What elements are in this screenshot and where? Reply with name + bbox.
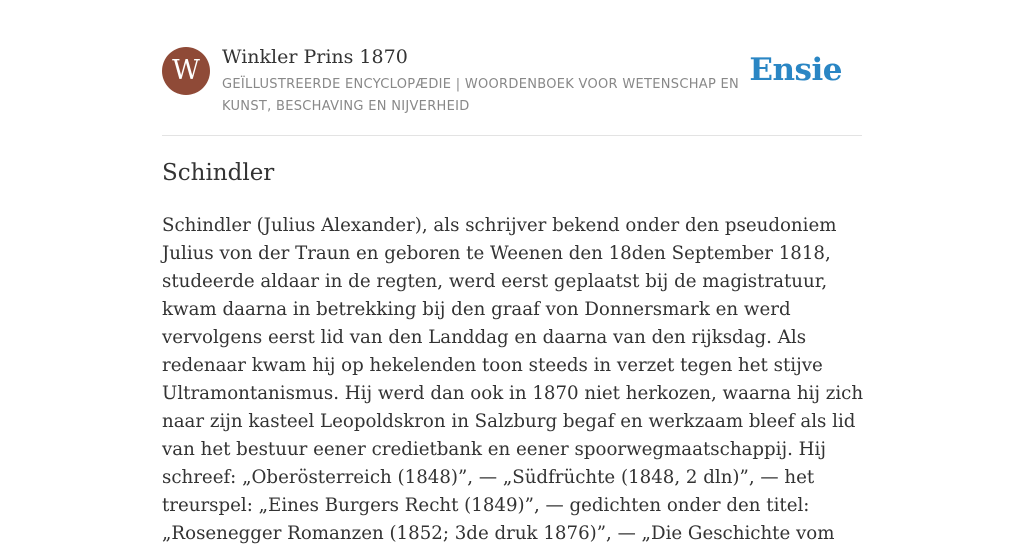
ensie-logo[interactable]: Ensie <box>749 52 842 88</box>
source-avatar[interactable]: W <box>162 47 210 95</box>
article-body: Schindler (Julius Alexander), als schrijver bekend onder den pseudoniem Julius von der Traun en geboren te Weenen den 18den September 1818, studeerde aldaar in de regten, werd eerst geplaatst bij de magistratuur, kwam daarna in betrekking bij den graaf von Donnersmark en werd vervolgens eerst lid van den Landdag en daarna van den rijksdag. Als redenaar kwam hij op hekelenden toon steeds in verzet tegen het stijve Ultramontanismus. Hij werd dan ook in 1870 niet herkozen, waarna hij zich naar zijn kasteel Leopoldskron in Salzburg begaf en werkzaam bleef als lid van het bestuur eener credietbank en eener spoorwegmaatschappij. Hij schreef: „Oberösterreich (1848)”, — „Südfrüchte (1848, 2 dln)”, — het treurspel: „Eines Burgers Recht (1849)”, — gedichten onder den titel: „Rosenegger Romanzen (1852; 3de druk 1876)”, — „Die Geschichte vom <box>162 215 864 544</box>
source-header <box>162 44 862 136</box>
header-divider <box>162 135 862 136</box>
article-title: Schindler <box>162 160 275 186</box>
source-subtitle: GEÏLLUSTREERDE ENCYCLOPÆDIE | WOORDENBOEK VOOR WETENSCHAP EN KUNST, BESCHAVING EN NIJVERHEID <box>222 77 740 114</box>
source-title[interactable]: Winkler Prins 1870 <box>222 46 408 68</box>
